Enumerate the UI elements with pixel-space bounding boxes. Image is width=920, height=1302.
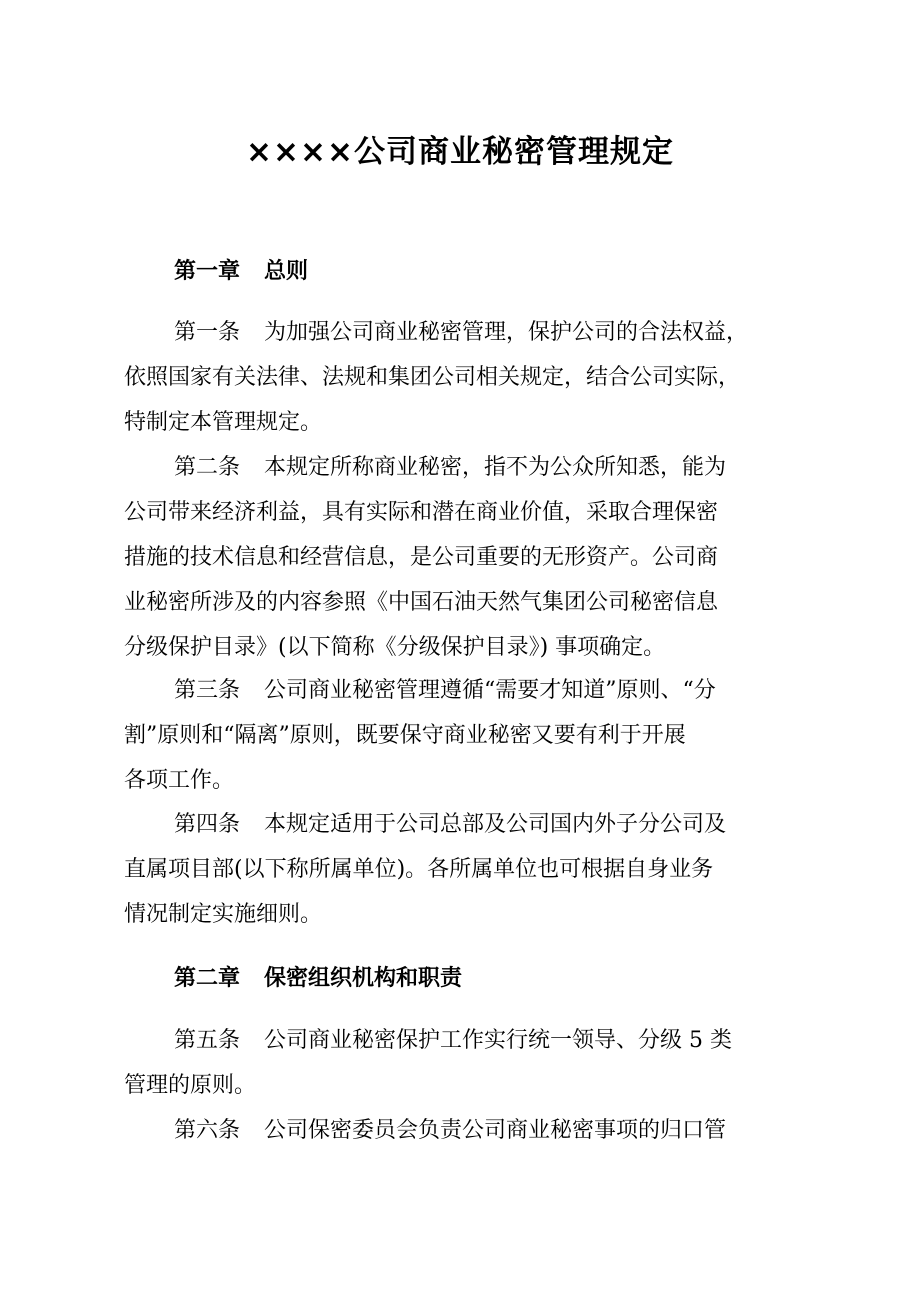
article-line: 直属项目部(以下称所属单位)。各所属单位也可根据自身业务: [124, 857, 714, 882]
article-line: [124, 802, 798, 847]
article-text: 公司保密委员会负责公司商业秘密事项的归口管: [264, 1118, 727, 1143]
article-line: [124, 445, 798, 490]
document-title: ××××公司商业秘密管理规定: [246, 134, 674, 170]
article-6: [124, 1108, 798, 1153]
article-line: 分级保护目录》(以下简称《分级保护目录》) 事项确定。: [124, 635, 666, 660]
article-line: [124, 668, 798, 713]
article-line: [124, 1108, 798, 1153]
chapter-label: 第二章: [174, 966, 241, 991]
chapter-title: 总则: [264, 259, 309, 284]
article-line: 依照国家有关法律、法规和集团公司相关规定，结合公司实际，: [124, 365, 741, 390]
article-text: 公司商业秘密保护工作实行统一领导、分级 5 类: [264, 1028, 733, 1053]
article-line: [124, 310, 798, 355]
article-number: 第三条: [174, 678, 241, 703]
chapter-1-heading: [174, 257, 308, 287]
article-text: 本规定所称商业秘密，指不为公众所知悉，能为: [264, 455, 727, 480]
article-line: 特制定本管理规定。: [124, 410, 323, 435]
article-line: 措施的技术信息和经营信息，是公司重要的无形资产。公司商: [124, 545, 719, 570]
article-text: 本规定适用于公司总部及公司国内外子分公司及: [264, 812, 727, 837]
chapter-label: 第一章: [174, 259, 241, 284]
chapter-2-heading: [174, 964, 462, 994]
article-number: 第六条: [174, 1118, 241, 1143]
article-line: 管理的原则。: [124, 1073, 257, 1098]
article-line: [124, 1018, 798, 1063]
article-1: [124, 310, 798, 445]
article-line: 业秘密所涉及的内容参照《中国石油天然气集团公司秘密信息: [124, 590, 719, 615]
article-line: 公司带来经济利益，具有实际和潜在商业价值，采取合理保密: [124, 500, 719, 525]
article-line: 情况制定实施细则。: [124, 902, 323, 927]
article-5: [124, 1018, 798, 1108]
article-number: 第五条: [174, 1028, 241, 1053]
article-number: 第二条: [174, 455, 241, 480]
article-text: 为加强公司商业秘密管理，保护公司的合法权益，: [264, 320, 749, 345]
article-number: 第四条: [174, 812, 241, 837]
article-3: [124, 668, 798, 803]
article-line: 割”原则和“隔离”原则，既要保守商业秘密又要有利于开展: [124, 723, 686, 748]
article-line: 各项工作。: [124, 768, 235, 793]
article-4: [124, 802, 798, 937]
chapter-title: 保密组织机构和职责: [264, 966, 463, 991]
article-text: 公司商业秘密管理遵循“需要才知道”原则、“分: [264, 678, 716, 703]
article-2: [124, 445, 798, 670]
article-number: 第一条: [174, 320, 241, 345]
